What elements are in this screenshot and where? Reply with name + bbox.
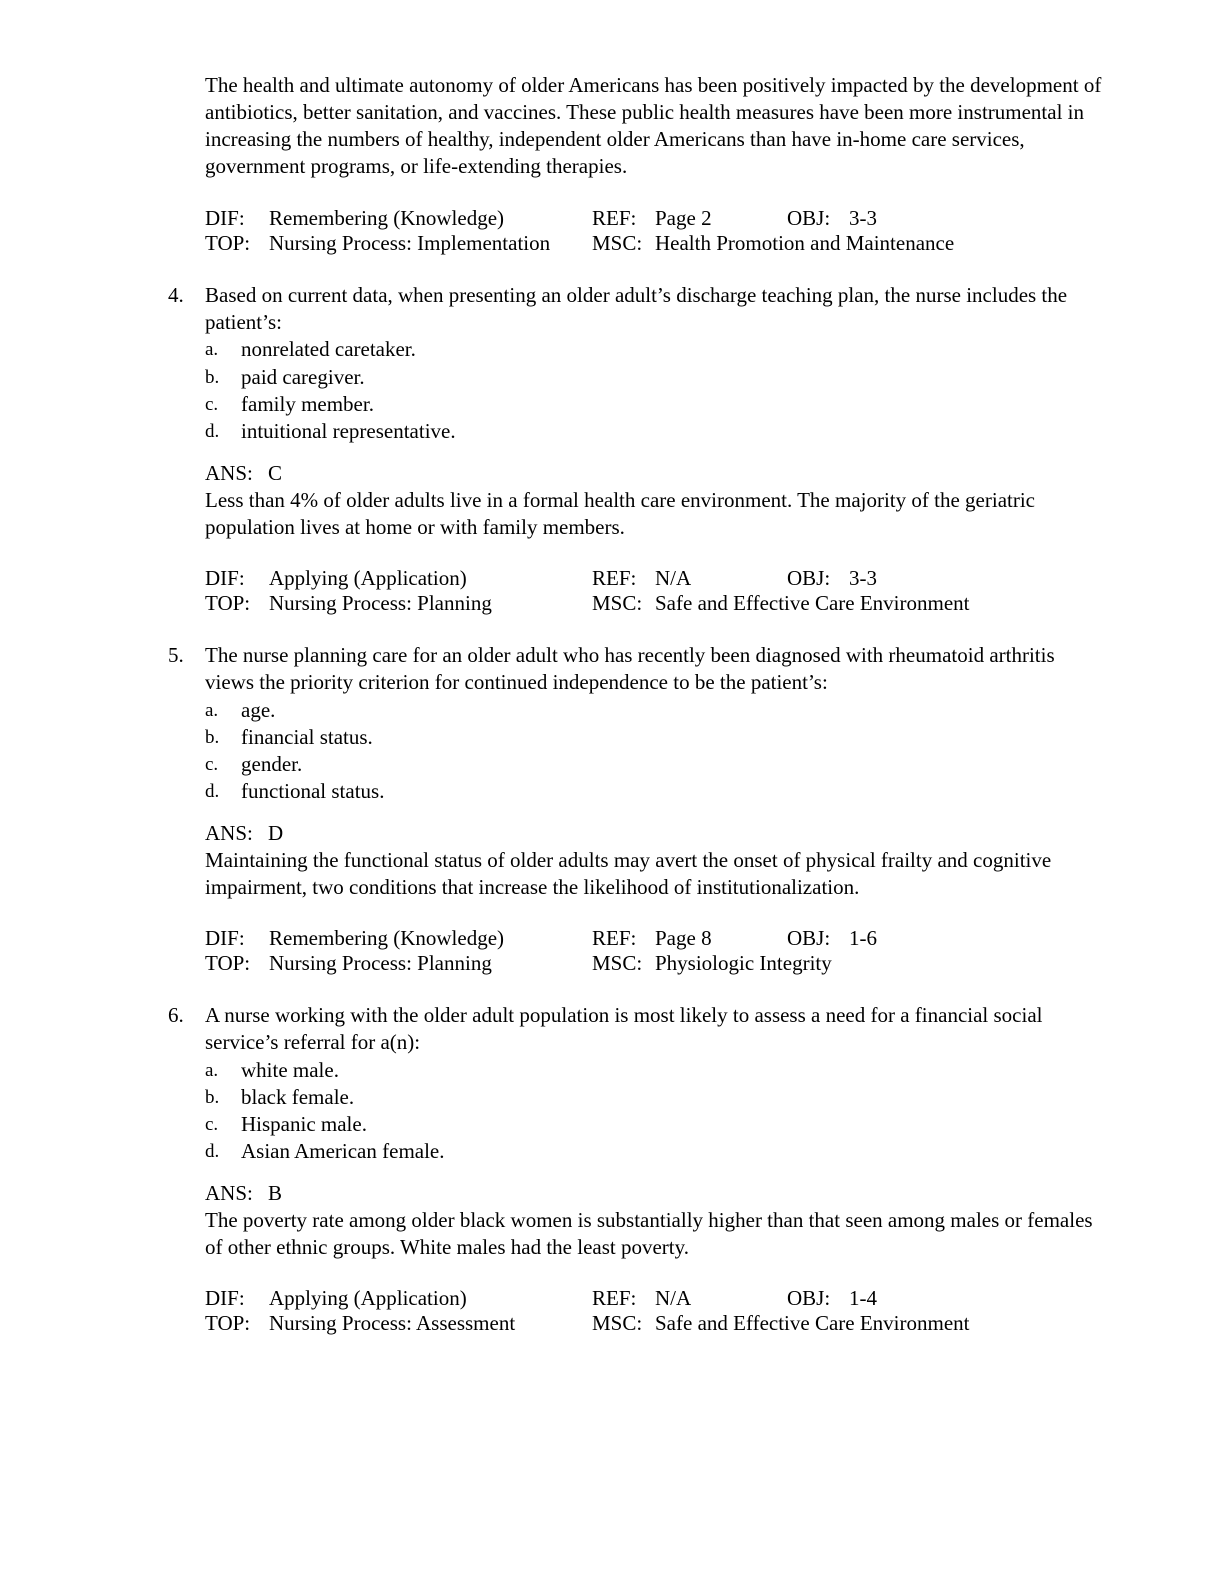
msc-value: Physiologic Integrity [655,951,832,975]
msc-value: Health Promotion and Maintenance [655,231,955,255]
meta-row-dif [205,926,1105,951]
option-letter: b. [205,727,220,748]
obj-value: 3-3 [849,206,877,230]
dif-label: DIF: [205,206,245,230]
ref-value: Page 8 [655,926,712,950]
meta-row-dif [205,206,1105,231]
msc-value: Safe and Effective Care Environment [655,591,970,615]
meta-row-dif [205,1286,1105,1311]
top-value: Nursing Process: Implementation [269,231,551,255]
option-letter: d. [205,421,220,442]
meta-row-top [205,591,1105,616]
question-metadata [205,926,1105,976]
question-metadata [205,566,1105,616]
ref-value: Page 2 [655,206,712,230]
answer-rationale: The poverty rate among older black women is substantially higher than that seen among males or females of other ethnic groups. White males had the least poverty. [205,1208,1093,1259]
top-label: TOP: [205,231,251,255]
meta-row-top [205,231,1105,256]
question-number: 6. [168,1003,184,1027]
answer-value: B [268,1181,283,1205]
top-label: TOP: [205,591,251,615]
top-label: TOP: [205,951,251,975]
question-metadata [205,1286,1105,1336]
option-letter: d. [205,1141,220,1162]
option-text: gender. [241,752,303,776]
ref-label: REF: [592,926,637,950]
top-label: TOP: [205,1311,251,1335]
option-letter: b. [205,367,220,388]
option-text: financial status. [241,725,373,749]
meta-row-top [205,951,1105,976]
option-text: paid caregiver. [241,365,365,389]
answer-line [205,460,282,487]
question-stem: A nurse working with the older adult population is most likely to assess a need for a financial social service’s referral for a(n): [205,1003,1043,1054]
option-letter: c. [205,1114,219,1135]
ref-value: N/A [655,566,692,590]
top-value: Nursing Process: Planning [269,591,492,615]
option-letter: a. [205,700,219,721]
dif-value: Applying (Application) [269,566,467,590]
dif-label: DIF: [205,566,245,590]
top-value: Nursing Process: Planning [269,951,492,975]
option-text: Hispanic male. [241,1112,367,1136]
option-letter: d. [205,781,220,802]
dif-value: Remembering (Knowledge) [269,206,505,230]
question-number: 5. [168,643,184,667]
dif-label: DIF: [205,1286,245,1310]
answer-rationale: Maintaining the functional status of older adults may avert the onset of physical frailty and cognitive impairment, two conditions that increase the likelihood of institutionalization. [205,848,1052,899]
obj-value: 1-4 [849,1286,877,1310]
ref-value: N/A [655,1286,692,1310]
msc-label: MSC: [592,1311,643,1335]
option-text: intuitional representative. [241,419,456,443]
question-number: 4. [168,283,184,307]
answer-line [205,820,283,847]
answer-value: C [268,461,283,485]
top-value: Nursing Process: Assessment [269,1311,516,1335]
obj-label: OBJ: [787,566,831,590]
option-text: black female. [241,1085,355,1109]
dif-value: Remembering (Knowledge) [269,926,505,950]
option-letter: b. [205,1087,220,1108]
intro-metadata [205,206,1105,256]
ref-label: REF: [592,206,637,230]
obj-label: OBJ: [787,1286,831,1310]
obj-value: 1-6 [849,926,877,950]
option-letter: c. [205,394,219,415]
option-letter: c. [205,754,219,775]
option-letter: a. [205,339,219,360]
obj-value: 3-3 [849,566,877,590]
msc-label: MSC: [592,231,643,255]
meta-row-top [205,1311,1105,1336]
ref-label: REF: [592,566,637,590]
option-text: family member. [241,392,374,416]
dif-label: DIF: [205,926,245,950]
msc-value: Safe and Effective Care Environment [655,1311,970,1335]
question-stem: Based on current data, when presenting an older adult’s discharge teaching plan, the nurse includes the patient’s: [205,283,1068,334]
answer-label: ANS: [205,1181,253,1205]
msc-label: MSC: [592,951,643,975]
msc-label: MSC: [592,591,643,615]
answer-rationale: Less than 4% of older adults live in a formal health care environment. The majority of the geriatric population lives at home or with family members. [205,488,1035,539]
option-text: white male. [241,1058,339,1082]
option-text: Asian American female. [241,1139,445,1163]
option-text: age. [241,698,276,722]
answer-value: D [268,821,284,845]
ref-label: REF: [592,1286,637,1310]
answer-label: ANS: [205,821,253,845]
option-text: nonrelated caretaker. [241,337,416,361]
meta-row-dif [205,566,1105,591]
option-letter: a. [205,1060,219,1081]
dif-value: Applying (Application) [269,1286,467,1310]
answer-label: ANS: [205,461,253,485]
obj-label: OBJ: [787,926,831,950]
intro-rationale: The health and ultimate autonomy of older Americans has been positively impacted by the development of antibiotics, better sanitation, and vaccines. These public health measures have been more instrumental in increasing the numbers of healthy, independent older Americans than have in-home care services, government programs, or life-extending therapies. [205,73,1102,178]
obj-label: OBJ: [787,206,831,230]
answer-line [205,1180,282,1207]
option-text: functional status. [241,779,385,803]
question-stem: The nurse planning care for an older adult who has recently been diagnosed with rheumatoid arthritis views the priority criterion for continued independence to be the patient’s: [205,643,1055,694]
